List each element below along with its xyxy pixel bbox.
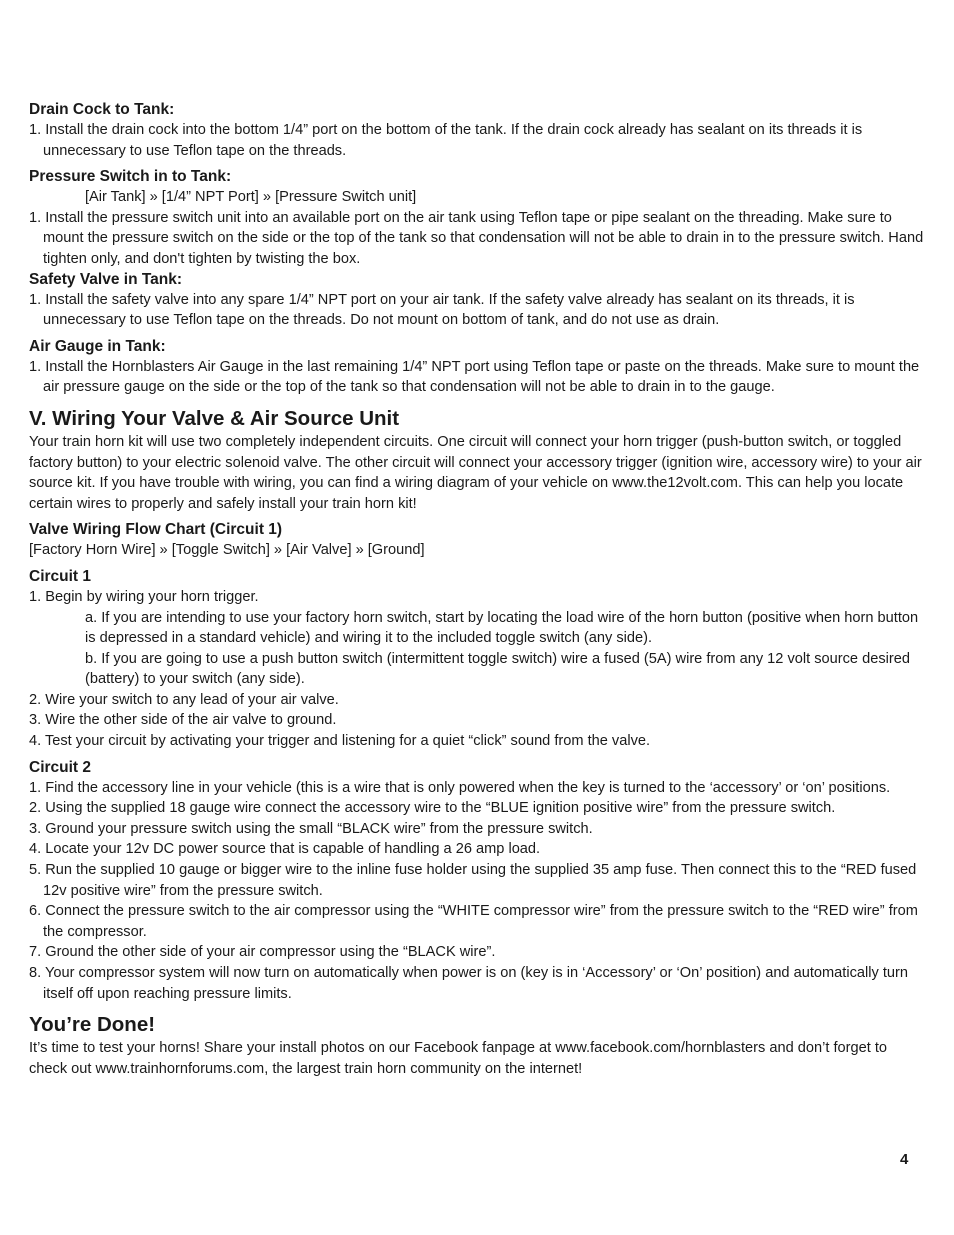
circuit-2-step: 3. Ground your pressure switch using the small “BLACK wire” from the pressure switch. bbox=[29, 820, 593, 837]
circuit-1-step: 2. Wire your switch to any lead of your air valve. bbox=[29, 691, 339, 708]
pressure-switch-step-1: 1. Install the pressure switch unit into an available port on the air tank using Teflon tape or pipe sealant on the threading. Make sure to mount the pressure switch on the side or the top of the tank so that condensation will not be able to drain in to the pressure switch. Hand tighten only, and don't tighten by twisting the box. bbox=[29, 209, 924, 267]
air-gauge-step-1: 1. Install the Hornblasters Air Gauge in the last remaining 1/4” NPT port using Teflon tape or paste on the threads. Make sure to mount the air pressure gauge on the side or the top of the tank so that condensation will not be able to drain in to the gauge. bbox=[29, 358, 920, 396]
circuit-2-step: 5. Run the supplied 10 gauge or bigger wire to the inline fuse holder using the supplied 35 amp fuse. Then connect this to the “RED fused 12v positive wire” from the pressure switch. bbox=[29, 862, 917, 899]
circuit-1-step: 3. Wire the other side of the air valve to ground. bbox=[29, 712, 337, 729]
circuit-2-step: 6. Connect the pressure switch to the air compressor using the “WHITE compressor wire” from the pressure switch to the “RED wire” from the compressor. bbox=[29, 903, 918, 940]
circuit-2-heading: Circuit 2 bbox=[29, 758, 92, 776]
valve-flow-heading: Valve Wiring Flow Chart (Circuit 1) bbox=[29, 521, 283, 539]
safety-valve-step-1: 1. Install the safety valve into any spare 1/4” NPT port on your air tank. If the safety valve already has sealant on its threads, it is unnecessary to use Teflon tape on the threads. Do not mount on bottom of tank, and do not use as drain. bbox=[29, 291, 855, 329]
drain-cock-heading: Drain Cock to Tank: bbox=[29, 101, 175, 118]
page-number: 4 bbox=[900, 1151, 909, 1168]
done-heading: You’re Done! bbox=[29, 1013, 156, 1037]
circuit-1-substep: a. If you are intending to use your factory horn switch, start by locating the load wire of the horn button (positive when horn button is depressed in a standard vehicle) and wiring it to the included toggle switch (any side). bbox=[85, 609, 919, 647]
document-page bbox=[29, 100, 927, 1079]
valve-flow-chart: [Factory Horn Wire] » [Toggle Switch] » [Air Valve] » [Ground] bbox=[29, 542, 425, 559]
circuit-1-step: 4. Test your circuit by activating your trigger and listening for a quiet “click” sound from the valve. bbox=[29, 733, 651, 750]
drain-cock-step-1: 1. Install the drain cock into the bottom 1/4” port on the bottom of the tank. If the drain cock already has sealant on its threads it is unnecessary to use Teflon tape on the threads. bbox=[29, 122, 863, 159]
circuit-2-step: 4. Locate your 12v DC power source that is capable of handling a 26 amp load. bbox=[29, 841, 541, 858]
wiring-intro: Your train horn kit will use two completely independent circuits. One circuit will connect your horn trigger (push-button switch, or toggled factory button) to your electric solenoid valve. The other circuit will connect your accessory trigger (ignition wire, accessory wire) to your air source kit. If you have trouble with wiring, you can find a wiring diagram of your vehicle on www.the12volt.com. This can help you locate certain wires to properly and safely install your train horn kit! bbox=[29, 433, 922, 512]
pressure-switch-heading: Pressure Switch in to Tank: bbox=[29, 168, 232, 186]
pressure-switch-flow: [Air Tank] » [1/4” NPT Port] » [Pressure Switch unit] bbox=[85, 189, 417, 206]
circuit-2-step: 2. Using the supplied 18 gauge wire connect the accessory wire to the “BLUE ignition positive wire” from the pressure switch. bbox=[29, 800, 836, 817]
circuit-1-substep: b. If you are going to use a push button switch (intermittent toggle switch) wire a fused (5A) wire from any 12 volt source desired (battery) to your switch (any side). bbox=[85, 650, 910, 688]
wiring-section-title: V. Wiring Your Valve & Air Source Unit bbox=[29, 406, 400, 430]
safety-valve-heading: Safety Valve in Tank: bbox=[29, 270, 183, 288]
circuit-1-step: 1. Begin by wiring your horn trigger. bbox=[29, 588, 259, 605]
circuit-2-step: 7. Ground the other side of your air compressor using the “BLACK wire”. bbox=[29, 944, 496, 961]
circuit-1-heading: Circuit 1 bbox=[29, 567, 92, 585]
done-text: It’s time to test your horns! Share your install photos on our Facebook fanpage at www.facebook.com/hornblasters and don’t forget to check out www.trainhornforums.com, the largest train horn community on the internet! bbox=[29, 1040, 888, 1077]
circuit-2-step: 1. Find the accessory line in your vehicle (this is a wire that is only powered when the key is turned to the ‘accessory’ or ‘on’ positions. bbox=[29, 779, 891, 796]
air-gauge-heading: Air Gauge in Tank: bbox=[29, 337, 166, 355]
circuit-2-step: 8. Your compressor system will now turn on automatically when power is on (key is in ‘Accessory’ or ‘On’ position) and automatically turn itself off upon reaching pressure limits. bbox=[29, 965, 908, 1002]
